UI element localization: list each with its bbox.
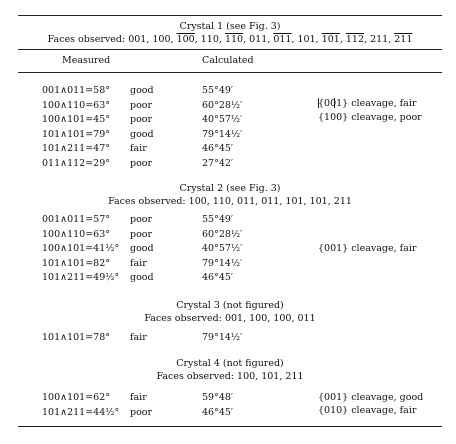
calculated-angle: 79°14½′: [202, 128, 243, 140]
measured-angle: 001∧011=58°: [42, 85, 111, 96]
crystal3-title: Crystal 3 (not figured): [176, 300, 284, 311]
measured-angle: 101∧101=79°: [42, 128, 111, 140]
face-separator: ,: [255, 196, 262, 207]
crystal2-title: Crystal 2 (see Fig. 3): [179, 183, 281, 194]
calculated-angle: 55°49′: [202, 214, 234, 225]
quality: poor: [130, 214, 153, 225]
quality: poor: [130, 114, 153, 125]
crystal2-faces: [18, 196, 442, 207]
crystal3-faces-prefix: Faces observed:: [144, 313, 225, 324]
face-index: 011: [249, 34, 268, 45]
face-index: 101: [285, 196, 304, 207]
face-index: 101: [309, 196, 328, 207]
measured-angle: 101∧211=44½°: [42, 406, 120, 418]
calculated-angle: 55°49′: [202, 85, 234, 96]
measured-angle: 011∧112=29°: [42, 157, 111, 169]
face-index: 110: [212, 196, 231, 207]
face-separator: ,: [291, 34, 298, 45]
face-index: 211: [394, 34, 413, 45]
calculated-angle: 27°42′: [202, 157, 234, 169]
crystal1-title: Crystal 1 (see Fig. 3): [179, 21, 281, 32]
face-separator: ,: [388, 34, 395, 45]
quality: fair: [130, 392, 147, 403]
quality: good: [130, 85, 154, 96]
face-separator: ,: [327, 196, 334, 207]
face-index: 211: [370, 34, 389, 45]
calculated-angle: 46°45′: [202, 406, 234, 418]
quality: good: [130, 243, 154, 254]
calculated-angle: 79°14½′: [202, 257, 243, 269]
face-separator: ,: [279, 196, 286, 207]
crystal4-note-2: {010} cleavage, fair: [318, 405, 417, 416]
face-separator: ,: [218, 34, 225, 45]
header-calculated: Calculated: [202, 55, 254, 66]
face-index: 100: [273, 313, 292, 324]
header-bottom-rule: [18, 72, 442, 73]
crystal2-faces-prefix: Faces observed:: [108, 196, 189, 207]
face-separator: ,: [194, 34, 201, 45]
face-index: 100: [188, 196, 207, 207]
crystal4-faces: [18, 371, 442, 382]
face-index: 112: [345, 34, 365, 45]
quality: good: [130, 272, 154, 283]
quality: fair: [130, 257, 147, 269]
crystal3-faces-list: [225, 313, 316, 324]
face-separator: ,: [339, 34, 346, 45]
calculated-angle: 60°28½′: [202, 228, 243, 240]
quality: fair: [130, 143, 147, 154]
face-index: 001: [128, 34, 147, 45]
crystal1-faces-list: [128, 34, 412, 45]
face-separator: ,: [315, 34, 322, 45]
quality: poor: [130, 157, 153, 169]
measured-angle: 101∧101=78°: [42, 332, 111, 343]
measured-angle: 100∧101=41½°: [42, 243, 120, 254]
calculated-angle: 60°28½′: [202, 99, 243, 111]
crystal2-note-1: {001} cleavage, fair: [318, 243, 417, 254]
calculated-angle: 40°57½′: [202, 114, 243, 125]
face-separator: ,: [255, 371, 262, 382]
crystal4-faces-prefix: Faces observed:: [156, 371, 238, 382]
measured-angle: 100∧101=62°: [42, 392, 111, 403]
face-index: 211: [333, 196, 352, 207]
face-separator: ,: [279, 371, 286, 382]
header-rule: [18, 49, 442, 50]
quality: poor: [130, 228, 153, 240]
measured-angle: 101∧211=47°: [42, 143, 111, 154]
quality: fair: [130, 332, 147, 343]
calculated-angle: 46°45′: [202, 272, 234, 283]
face-separator: ,: [206, 196, 213, 207]
face-separator: ,: [243, 34, 250, 45]
face-index: 011: [273, 34, 292, 45]
crystal3-faces: [18, 313, 442, 324]
crystal1-faces-prefix: Faces observed:: [47, 34, 129, 45]
face-index: 100: [249, 313, 268, 324]
crystal1-note-1: {001} cleavage, fair: [318, 98, 417, 109]
face-index: 011: [261, 196, 280, 207]
face-index: 101: [297, 34, 316, 45]
face-separator: ,: [364, 34, 371, 45]
calculated-angle: 46°45′: [202, 143, 234, 154]
crystal1-note-2: {100} cleavage, poor: [318, 112, 422, 123]
header-measured: Measured: [62, 55, 111, 66]
bottom-rule: [18, 426, 442, 427]
face-separator: ,: [291, 313, 298, 324]
face-separator: ,: [230, 196, 238, 207]
measured-angle: 101∧211=49½°: [42, 272, 120, 283]
face-separator: ,: [170, 34, 177, 45]
face-index: 001: [224, 313, 244, 324]
face-index: 011: [297, 313, 316, 324]
measured-angle: 101∧101=82°: [42, 257, 111, 269]
face-index: 011: [237, 196, 256, 207]
calculated-angle: 79°14½′: [202, 332, 243, 343]
quality: poor: [130, 406, 153, 418]
face-separator: ,: [267, 34, 274, 45]
face-index: 100: [237, 371, 256, 382]
measured-angle: 100∧101=45°: [42, 114, 111, 125]
crystal4-title: Crystal 4 (not figured): [176, 358, 284, 369]
face-index: 101: [261, 371, 280, 382]
measured-angle: 001∧011=57°: [42, 214, 111, 225]
face-index: 110: [224, 34, 244, 45]
face-index: 100: [176, 34, 195, 45]
quality: poor: [130, 99, 153, 111]
crystal4-note-1: {001} cleavage, good: [318, 392, 424, 403]
face-separator: ,: [243, 313, 250, 324]
face-separator: ,: [146, 34, 153, 45]
crystal2-faces-list: [189, 196, 352, 207]
crystal4-faces-list: [237, 371, 304, 382]
face-index: 101: [321, 34, 340, 45]
face-separator: ,: [303, 196, 310, 207]
crystal1-faces: [18, 34, 442, 45]
measured-angle: 100∧110=63°: [42, 99, 111, 111]
face-index: 100: [152, 34, 171, 45]
quality: good: [130, 128, 154, 140]
calculated-angle: 59°48′: [202, 392, 234, 403]
calculated-angle: 40°57½′: [202, 243, 243, 254]
top-rule: [18, 15, 442, 16]
face-separator: ,: [267, 313, 274, 324]
face-index: 211: [285, 371, 304, 382]
face-index: 110: [200, 34, 219, 45]
measured-angle: 100∧110=63°: [42, 228, 111, 240]
